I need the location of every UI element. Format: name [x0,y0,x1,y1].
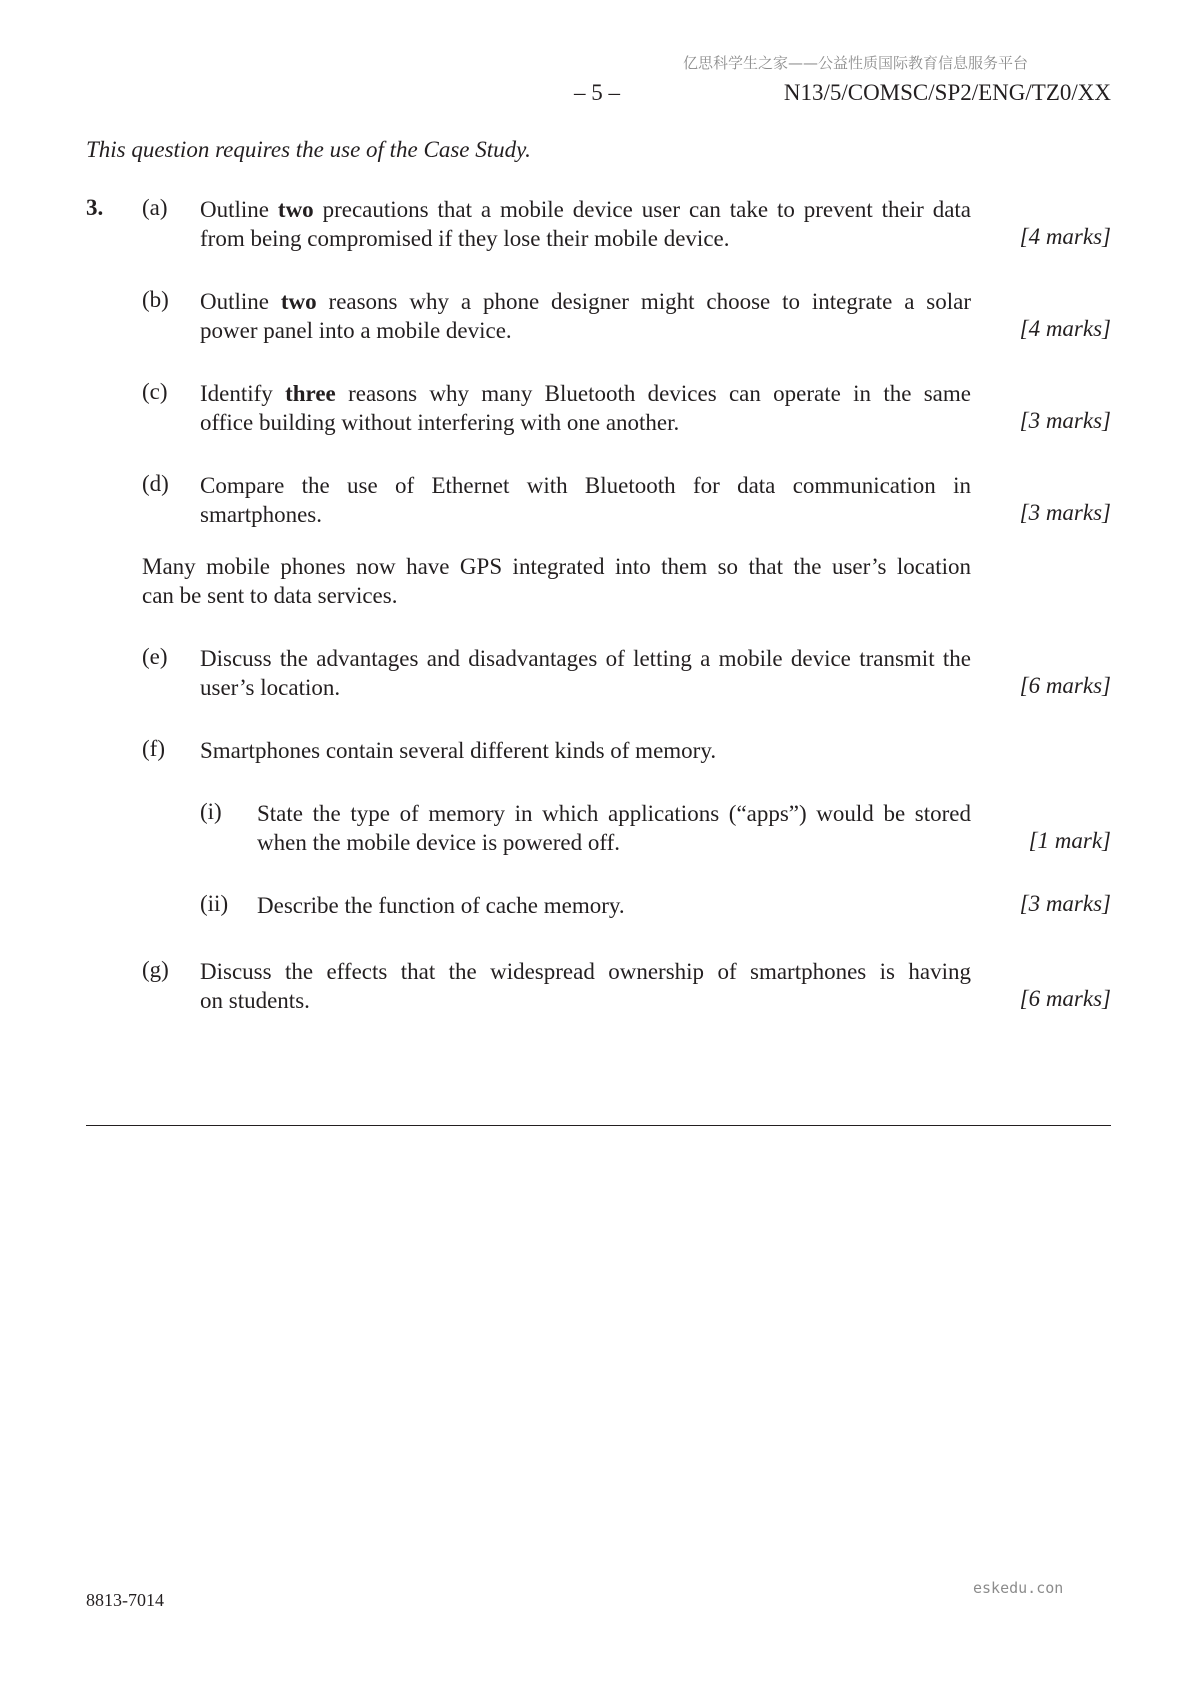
part-label: (e) [142,644,168,669]
subpart-text-line-2: when the mobile device is powered off. [257,830,620,855]
marks: [3 marks] [1019,500,1111,525]
part-text-line-2: from being compromised if they lose their mobile device. [200,226,730,251]
marks: [4 marks] [1019,224,1111,249]
case-study-note: This question requires the use of the Case Study. [86,137,531,162]
question-number: 3. [86,195,104,220]
part-label: (a) [142,195,168,220]
header-watermark: 亿思科学生之家——公益性质国际教育信息服务平台 [683,54,1029,72]
marks: [3 marks] [1019,891,1111,916]
part-text-line-1: Discuss the effects that the widespread ownership of smartphones is having [200,959,971,984]
subpart-label: (i) [200,799,222,824]
stem-line-2: can be sent to data services. [142,583,398,608]
stem-line-1: Many mobile phones now have GPS integrated into them so that the user’s location [142,554,971,579]
paper-code: N13/5/COMSC/SP2/ENG/TZ0/XX [783,80,1111,105]
subpart-label: (ii) [200,891,229,916]
part-text-line-2: on students. [200,988,310,1013]
part-text-line-1: Outline two reasons why a phone designer might choose to integrate a solar [200,289,971,314]
marks: [3 marks] [1019,408,1111,433]
page-number: – 5 – [574,80,620,105]
subpart-text-line-1: State the type of memory in which applications (“apps”) would be stored [257,801,971,826]
part-label: (c) [142,379,168,404]
part-text-line-2: smartphones. [200,502,323,527]
part-label: (b) [142,287,169,312]
part-text-line-1: Identify three reasons why many Bluetooth devices can operate in the same [200,381,971,406]
part-text-line-1: Discuss the advantages and disadvantages of letting a mobile device transmit the [200,646,971,671]
marks: [6 marks] [1019,673,1111,698]
marks: [1 mark] [1028,828,1111,853]
end-of-question-rule [86,1125,1111,1126]
part-label: (f) [142,736,165,761]
footer-watermark: eskedu.con [973,1579,1064,1597]
part-text-line-1: Compare the use of Ethernet with Bluetooth for data communication in [200,473,971,498]
paper-reference-code: 8813-7014 [86,1590,164,1610]
marks: [6 marks] [1019,986,1111,1011]
part-label: (g) [142,957,169,982]
subpart-text: Describe the function of cache memory. [257,893,625,918]
emphasis-word: three [285,381,336,406]
part-text-line-2: user’s location. [200,675,341,700]
part-label: (d) [142,471,169,496]
part-text-line-2: office building without interfering with one another. [200,410,680,435]
marks: [4 marks] [1019,316,1111,341]
part-text: Smartphones contain several different kinds of memory. [200,738,717,763]
part-text-line-1: Outline two precautions that a mobile device user can take to prevent their data [200,197,971,222]
part-text-line-2: power panel into a mobile device. [200,318,512,343]
emphasis-word: two [277,197,314,222]
emphasis-word: two [280,289,317,314]
